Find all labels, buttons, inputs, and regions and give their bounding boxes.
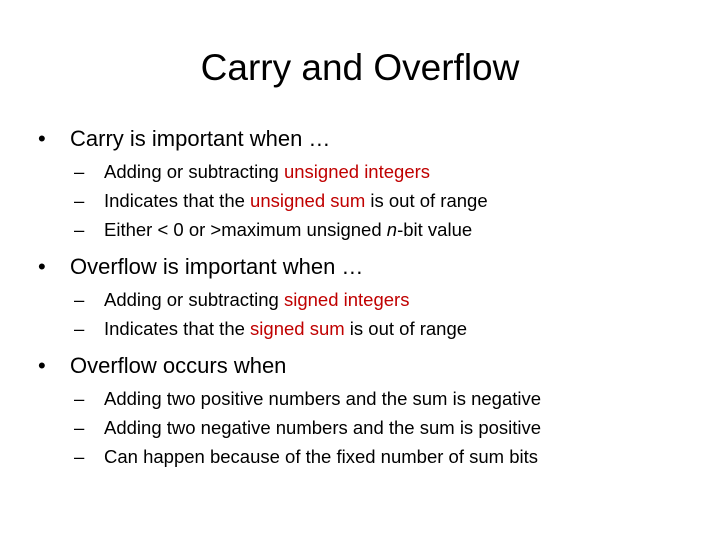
sub-bullet-marker: – (74, 388, 85, 409)
sub-bullet-item (74, 384, 698, 413)
sub-bullet-marker: – (74, 446, 85, 467)
bullet-item (38, 351, 698, 381)
bullet-text: Carry is important when … (70, 126, 331, 151)
slide-body (38, 124, 698, 479)
sub-bullet-list (74, 157, 698, 244)
sub-bullet-item (74, 314, 698, 343)
bullet-item (38, 252, 698, 282)
sub-bullet-marker: – (74, 190, 85, 211)
highlighted-term: unsigned integers (283, 161, 431, 182)
sub-bullet-text: is out of range (365, 190, 488, 211)
sub-bullet-item (74, 442, 698, 471)
sub-bullet-item (74, 186, 698, 215)
sub-bullet-marker: – (74, 289, 85, 310)
sub-bullet-text: Either < 0 or >maximum unsigned (104, 219, 387, 240)
slide-title: Carry and Overflow (200, 47, 520, 88)
sub-bullet-item (74, 157, 698, 186)
sub-bullet-marker: – (74, 417, 85, 438)
bullet-text: Overflow occurs when (70, 353, 287, 378)
sub-bullet-marker: – (74, 318, 85, 339)
sub-bullet-list (74, 384, 698, 471)
sub-bullet-text: Adding or subtracting (104, 161, 284, 182)
sub-bullet-text: Adding or subtracting (104, 289, 284, 310)
bullet-marker: • (38, 254, 46, 279)
highlighted-term: unsigned sum (250, 190, 366, 211)
sub-bullet-text: is out of range (344, 318, 468, 339)
sub-bullet-marker: – (74, 219, 85, 240)
sub-bullet-text: Adding two positive numbers and the sum is negative (104, 388, 542, 409)
bullet-marker: • (38, 126, 46, 151)
sub-bullet-item (74, 215, 698, 244)
sub-bullet-item (74, 285, 698, 314)
sub-bullet-text: -bit value (397, 219, 473, 240)
sub-bullet-text: Adding two negative numbers and the sum is positive (104, 417, 542, 438)
highlighted-term: signed sum (250, 318, 345, 339)
sub-bullet-text: Indicates that the (104, 318, 251, 339)
sub-bullet-text: Can happen because of the fixed number of sum bits (104, 446, 538, 467)
bullet-text: Overflow is important when … (70, 254, 364, 279)
sub-bullet-list (74, 285, 698, 343)
bullet-marker: • (38, 353, 46, 378)
sub-bullet-item (74, 413, 698, 442)
highlighted-term: signed integers (283, 289, 410, 310)
bullet-item (38, 124, 698, 154)
sub-bullet-text: Indicates that the (104, 190, 251, 211)
italic-term: n (386, 219, 398, 240)
sub-bullet-marker: – (74, 161, 85, 182)
